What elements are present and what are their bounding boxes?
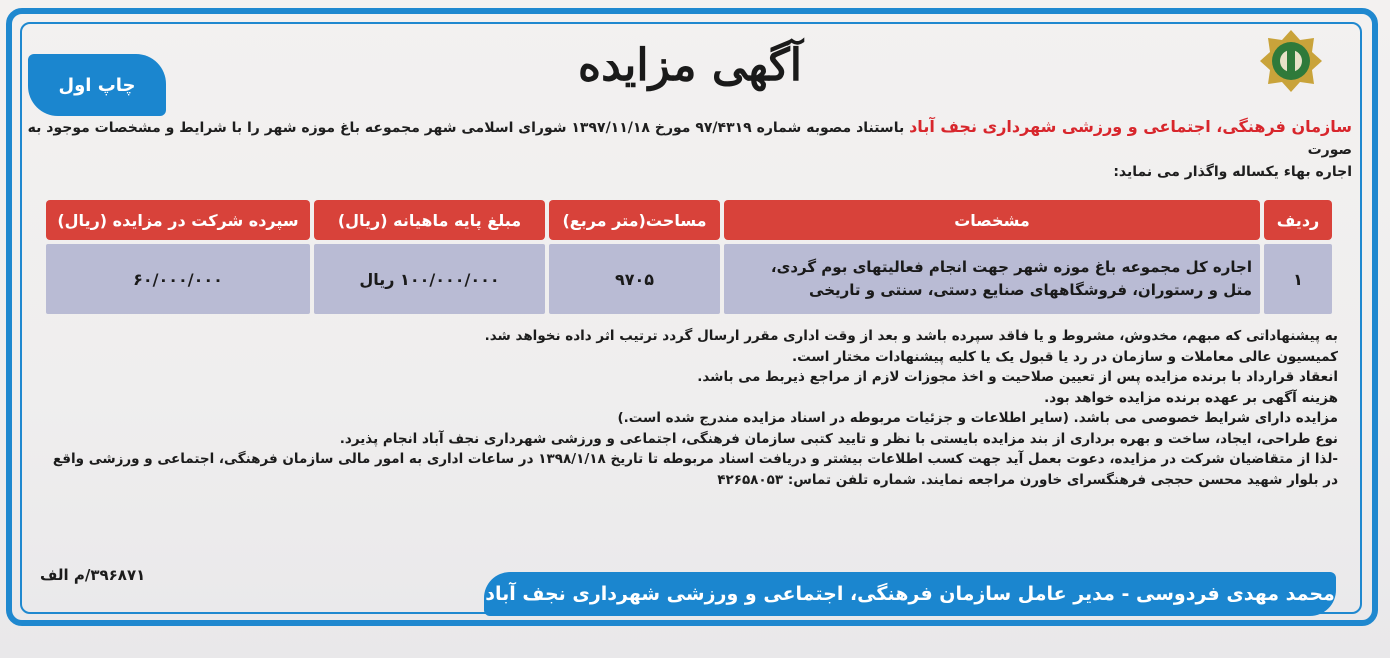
header-base-price: مبلغ پایه ماهیانه (ریال) [314, 200, 545, 240]
condition-item: به پیشنهاداتی که مبهم، مخدوش، مشروط و یا فاقد سپرده باشد و بعد از وقت اداری مقرر ارسال گردد ترتیب اثر داده نخواهد شد. [484, 328, 1338, 344]
condition-item: مزایده دارای شرایط خصوصی می باشد. (سایر اطلاعات و جزئیات مربوطه در اسناد مزایده مندرج شده است.) [617, 410, 1338, 426]
ad-inner-border [20, 22, 1362, 614]
table-row [46, 244, 1332, 314]
condition-item: نوع طراحی، ایجاد، ساخت و بهره برداری از بند مزایده بایستی با نظر و تایید کتبی سازمان فرهنگی، اجتماعی و ورزشی شهرداری نجف آباد انجام پذیرد. [339, 430, 1338, 447]
cell-spec [724, 244, 1260, 314]
cell-row-no: ۱ [1264, 244, 1332, 314]
header-deposit: سپرده شرکت در مزایده (ریال) [46, 200, 310, 240]
print-badge [28, 54, 166, 116]
signature-text: محمد مهدی فردوسی - مدیر عامل سازمان فرهنگی، اجتماعی و ورزشی شهرداری نجف آباد [485, 583, 1335, 605]
condition-item: -لذا از متقاضیان شرکت در مزایده، دعوت بعمل آید جهت کسب اطلاعات بیشتر و دریافت اسناد مربوطه تا تاریخ ۱۳۹۸/۱/۱۸ در ساعات اداری به امور مالی سازمان فرهنگی، اجتماعی و ورزشی واقع [52, 451, 1338, 467]
print-badge-label: چاپ اول [58, 74, 136, 96]
intro-paragraph [22, 116, 1352, 183]
condition-item: کمیسیون عالی معاملات و سازمان در رد یا قبول یک یا کلیه پیشنهادات مختار است. [792, 348, 1338, 365]
cell-area: ۹۷۰۵ [549, 244, 720, 314]
logo-emblem-icon [1258, 28, 1324, 94]
condition-item: در بلوار شهید محسن حججی فرهنگسرای خاورن مراجعه نمایند. شماره تلفن تماس: ۴۲۶۵۸۰۵۳ [717, 471, 1338, 488]
signature-bar [484, 572, 1336, 616]
reference-number: ۳۹۶۸۷۱/م الف [40, 566, 146, 584]
cell-deposit: ۶۰/۰۰۰/۰۰۰ [46, 244, 310, 314]
header-spec: مشخصات [724, 200, 1260, 240]
cell-spec-line2: متل و رستوران، فروشگاههای صنایع دستی، سنتی و تاریخی [809, 281, 1252, 299]
table-header-row [46, 200, 1332, 240]
cell-base-price: ۱۰۰/۰۰۰/۰۰۰ ریال [314, 244, 545, 314]
condition-item: انعقاد قرارداد با برنده مزایده پس از تعیین صلاحیت و اخذ مجوزات لازم از مراجع ذیربط می باشد. [697, 369, 1338, 385]
organization-logo [1258, 28, 1324, 94]
conditions-list [38, 326, 1338, 490]
header-row-no: ردیف [1264, 200, 1332, 240]
intro-text-line2: اجاره بهاء یکساله واگذار می نماید: [1113, 164, 1352, 180]
ad-title: آگهی مزایده [578, 40, 802, 91]
cell-spec-line1: اجاره کل مجموعه باغ موزه شهر جهت انجام فعالیتهای بوم گردی، [770, 258, 1252, 276]
intro-text-line1: باستناد مصوبه شماره ۹۷/۴۳۱۹ مورخ ۱۳۹۷/۱۱/۱۸ شورای اسلامی شهر مجموعه باغ موزه شهر را با شرایط و مشخصات موجود به صورت [27, 120, 1352, 158]
organization-name: سازمان فرهنگی، اجتماعی و ورزشی شهرداری نجف آباد [909, 117, 1352, 136]
header-area: مساحت(متر مربع) [549, 200, 720, 240]
condition-item: هزینه آگهی بر عهده برنده مزایده خواهد بود. [1044, 389, 1338, 406]
auction-table [42, 196, 1336, 318]
